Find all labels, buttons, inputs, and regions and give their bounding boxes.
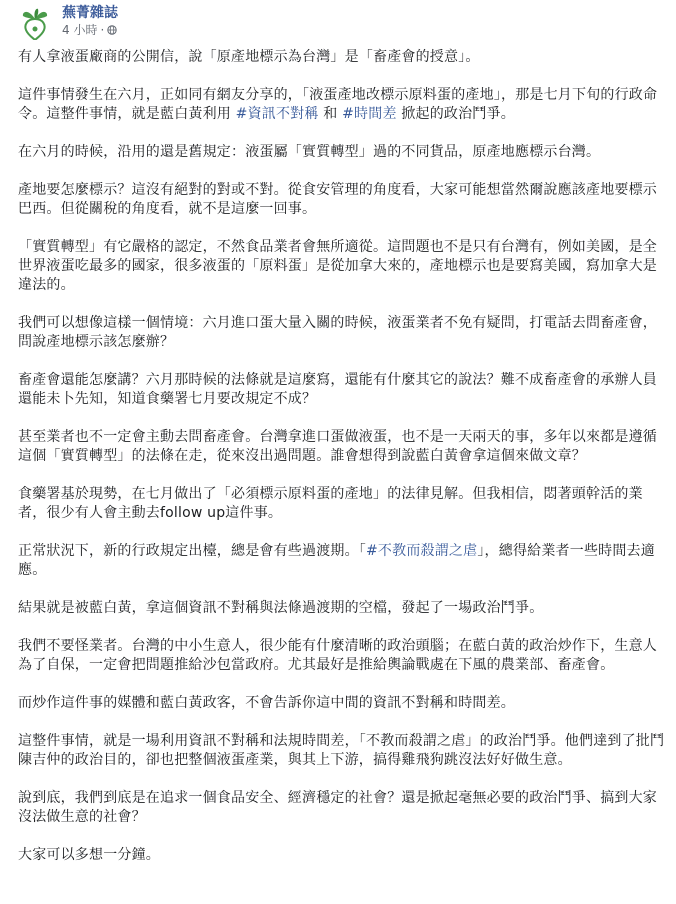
post-paragraph: 畜產會還能怎麼講？六月那時候的法條就是這麼寫，還能有什麼其它的說法？難不成畜產會的承辦人員還能未卜先知，知道食藥署七月要改規定不成？ <box>18 372 657 407</box>
post-paragraph: 我們不要怪業者。台灣的中小生意人，很少能有什麼清晰的政治頭腦；在藍白黃的政治炒作下，生意人為了自保，一定會把問題推給沙包當政府。尤其最好是推給輿論戰處在下風的農業部、畜產會。 <box>18 638 657 673</box>
page-name-link[interactable]: 蕪菁雜誌 <box>62 5 118 21</box>
post-paragraph: 我們可以想像這樣一個情境：六月進口蛋大量入關的時候，液蛋業者不免有疑問，打電話去問畜產會，問說產地標示該怎麼辦？ <box>18 315 657 350</box>
post-paragraph: 結果就是被藍白黃，拿這個資訊不對稱與法條過渡期的空檔，發起了一場政治鬥爭。 <box>18 600 544 616</box>
separator-dot: · <box>100 23 105 37</box>
post-timestamp[interactable]: 4 小時 <box>62 23 98 37</box>
paragraph-text: 」，總得給業者一些時間去適應。 <box>18 543 655 578</box>
paragraph-text: 正常狀況下，新的行政規定出檯，總是會有些過渡期。「 <box>18 543 366 559</box>
post-paragraph <box>18 86 666 124</box>
post-paragraph: 有人拿液蛋廠商的公開信，說「原產地標示為台灣」是「畜產會的授意」。 <box>18 49 480 65</box>
post-paragraph: 甚至業者也不一定會主動去問畜產會。台灣拿進口蛋做液蛋，也不是一天兩天的事，多年以來都是遵循這個「實質轉型」的法條在走，從來沒出過問題。誰會想得到說藍白黃會拿這個來做文章？ <box>18 429 657 464</box>
post-header <box>18 4 118 44</box>
post-paragraph: 這整件事情，就是一場利用資訊不對稱和法規時間差，「不教而殺謂之虐」的政治鬥爭。他們達到了批鬥陳吉仲的政治目的，卻也把整個液蛋產業，與其上下游，搞得雞飛狗跳沒法好好做生意。 <box>18 733 665 768</box>
turnip-icon[interactable] <box>18 6 52 40</box>
post-paragraph: 說到底，我們到底是在追求一個食品安全、經濟穩定的社會？還是掀起毫無必要的政治鬥爭、搞到大家沒法做生意的社會？ <box>18 790 657 825</box>
hashtag-link[interactable]: #資訊不對稱 <box>235 106 319 122</box>
post-paragraph: 產地要怎麼標示？這沒有絕對的對或不對。從食安管理的角度看，大家可能想當然爾說應該產地要標示巴西。但從關稅的角度看，就不是這麼一回事。 <box>18 182 657 217</box>
post-body <box>18 48 666 865</box>
globe-icon[interactable] <box>107 25 117 35</box>
paragraph-text: 這件事情發生在六月，正如同有網友分享的，「液蛋產地改標示原料蛋的產地」，那是七月下旬的行政命令。這整件事情，就是藍白黃利用 <box>18 87 658 122</box>
paragraph-text: 掀起的政治鬥爭。 <box>401 106 515 122</box>
post-meta <box>62 4 118 38</box>
post-paragraph: 食藥署基於現勢，在七月做出了「必須標示原料蛋的產地」的法律見解。但我相信，悶著頭幹活的業者，很少有人會主動去follow up這件事。 <box>18 486 643 521</box>
post-time-row <box>62 22 118 38</box>
post-paragraph: 在六月的時候，沿用的還是舊規定：液蛋屬「實質轉型」過的不同貨品，原產地應標示台灣。 <box>18 144 601 160</box>
post-paragraph: 而炒作這件事的媒體和藍白黃政客，不會告訴你這中間的資訊不對稱和時間差。 <box>18 695 515 711</box>
post-paragraph <box>18 542 666 580</box>
hashtag-link[interactable]: #不教而殺謂之虐 <box>366 543 478 559</box>
paragraph-text: 和 <box>323 106 338 122</box>
post-paragraph: 大家可以多想一分鐘。 <box>18 847 160 863</box>
hashtag-link[interactable]: #時間差 <box>342 106 397 122</box>
post-paragraph: 「實質轉型」有它嚴格的認定，不然食品業者會無所適從。這問題也不是只有台灣有，例如美國，是全世界液蛋吃最多的國家，很多液蛋的「原料蛋」是從加拿大來的，產地標示也是要寫美國，寫加拿大是違法的。 <box>18 239 657 293</box>
